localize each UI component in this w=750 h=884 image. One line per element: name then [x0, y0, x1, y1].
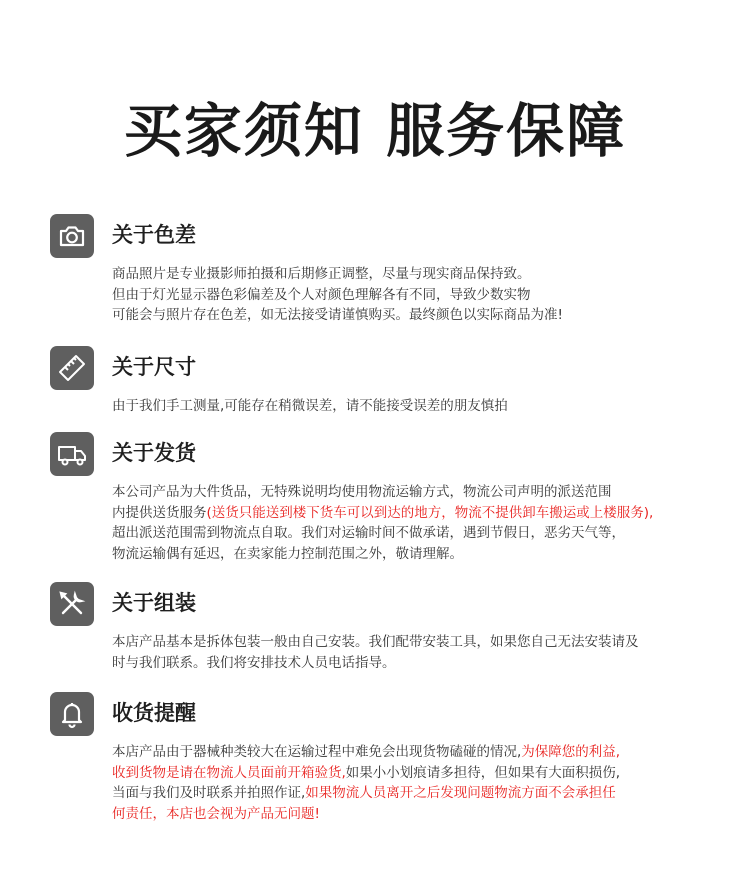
- highlight-text: 如果物流人员离开之后发现问题物流方面不会承担任: [305, 785, 616, 801]
- section-heading: 关于色差: [112, 223, 196, 247]
- tools-icon: [50, 582, 94, 626]
- body-line: 由于我们手工测量,可能存在稍微误差，请不能接受误差的朋友慎拍: [112, 398, 508, 414]
- body-line: 物流运输偶有延迟，在卖家能力控制范围之外，敬请理解。: [112, 545, 463, 562]
- section-body: [112, 264, 732, 326]
- body-line: 何责任，本店也会视为产品无问题!: [112, 805, 320, 822]
- body-text: 内提供送货服务: [112, 504, 207, 521]
- bell-icon: [50, 692, 94, 736]
- section-body: [112, 632, 732, 673]
- section-body: [112, 482, 732, 564]
- body-line: 本店产品基本是拆体包装一般由自己安装。我们配带安装工具，如果您自己无法安装请及: [112, 634, 639, 650]
- body-line: [112, 783, 732, 804]
- truck-icon: [50, 432, 94, 476]
- body-text: 当面与我们及时联系并拍照作证,: [112, 785, 306, 801]
- camera-icon: [50, 214, 94, 258]
- body-line: 时与我们联系。我们将安排技术人员电话指导。: [112, 654, 396, 671]
- section-heading: 关于尺寸: [112, 355, 196, 379]
- highlight-text: 为保障您的利益,: [521, 744, 621, 760]
- body-line: 可能会与照片存在色差，如无法接受请谨慎购买。最终颜色以实际商品为准!: [112, 307, 563, 323]
- highlight-text: 收到货物是请在物流人员面前开箱验货,: [112, 764, 346, 781]
- body-text: 本店产品由于器械种类较大在运输过程中难免会出现货物磕碰的情况,: [112, 744, 522, 760]
- ruler-icon: [50, 346, 94, 390]
- body-line: [112, 503, 732, 524]
- section-heading: 关于组装: [112, 591, 196, 615]
- body-line: 商品照片是专业摄影师拍摄和后期修正调整，尽量与现实商品保持致。: [112, 266, 531, 282]
- page-title: 买家须知 服务保障: [123, 97, 627, 165]
- section-heading: 收货提醒: [112, 701, 196, 725]
- body-line: 但由于灯光显示器色彩偏差及个人对颜色理解各有不同，导致少数实物: [112, 286, 531, 303]
- section-body: [112, 742, 732, 824]
- body-text: 如果小小划痕请多担待，但如果有大面积损伤,: [345, 764, 621, 781]
- body-line: [112, 763, 732, 784]
- section-heading: 关于发货: [112, 441, 196, 465]
- delivery-warning-text: (送货只能送到楼下货车可以到达的地方，物流不提供卸车搬运或上楼服务),: [206, 504, 654, 521]
- body-line: 超出派送范围需到物流点自取。我们对运输时间不做承诺，遇到节假日，恶劣天气等，: [112, 525, 625, 541]
- body-line: 本公司产品为大件货品，无特殊说明均使用物流运输方式，物流公司声明的派送范围: [112, 484, 612, 500]
- body-line: [112, 742, 732, 763]
- section-body: [112, 396, 732, 417]
